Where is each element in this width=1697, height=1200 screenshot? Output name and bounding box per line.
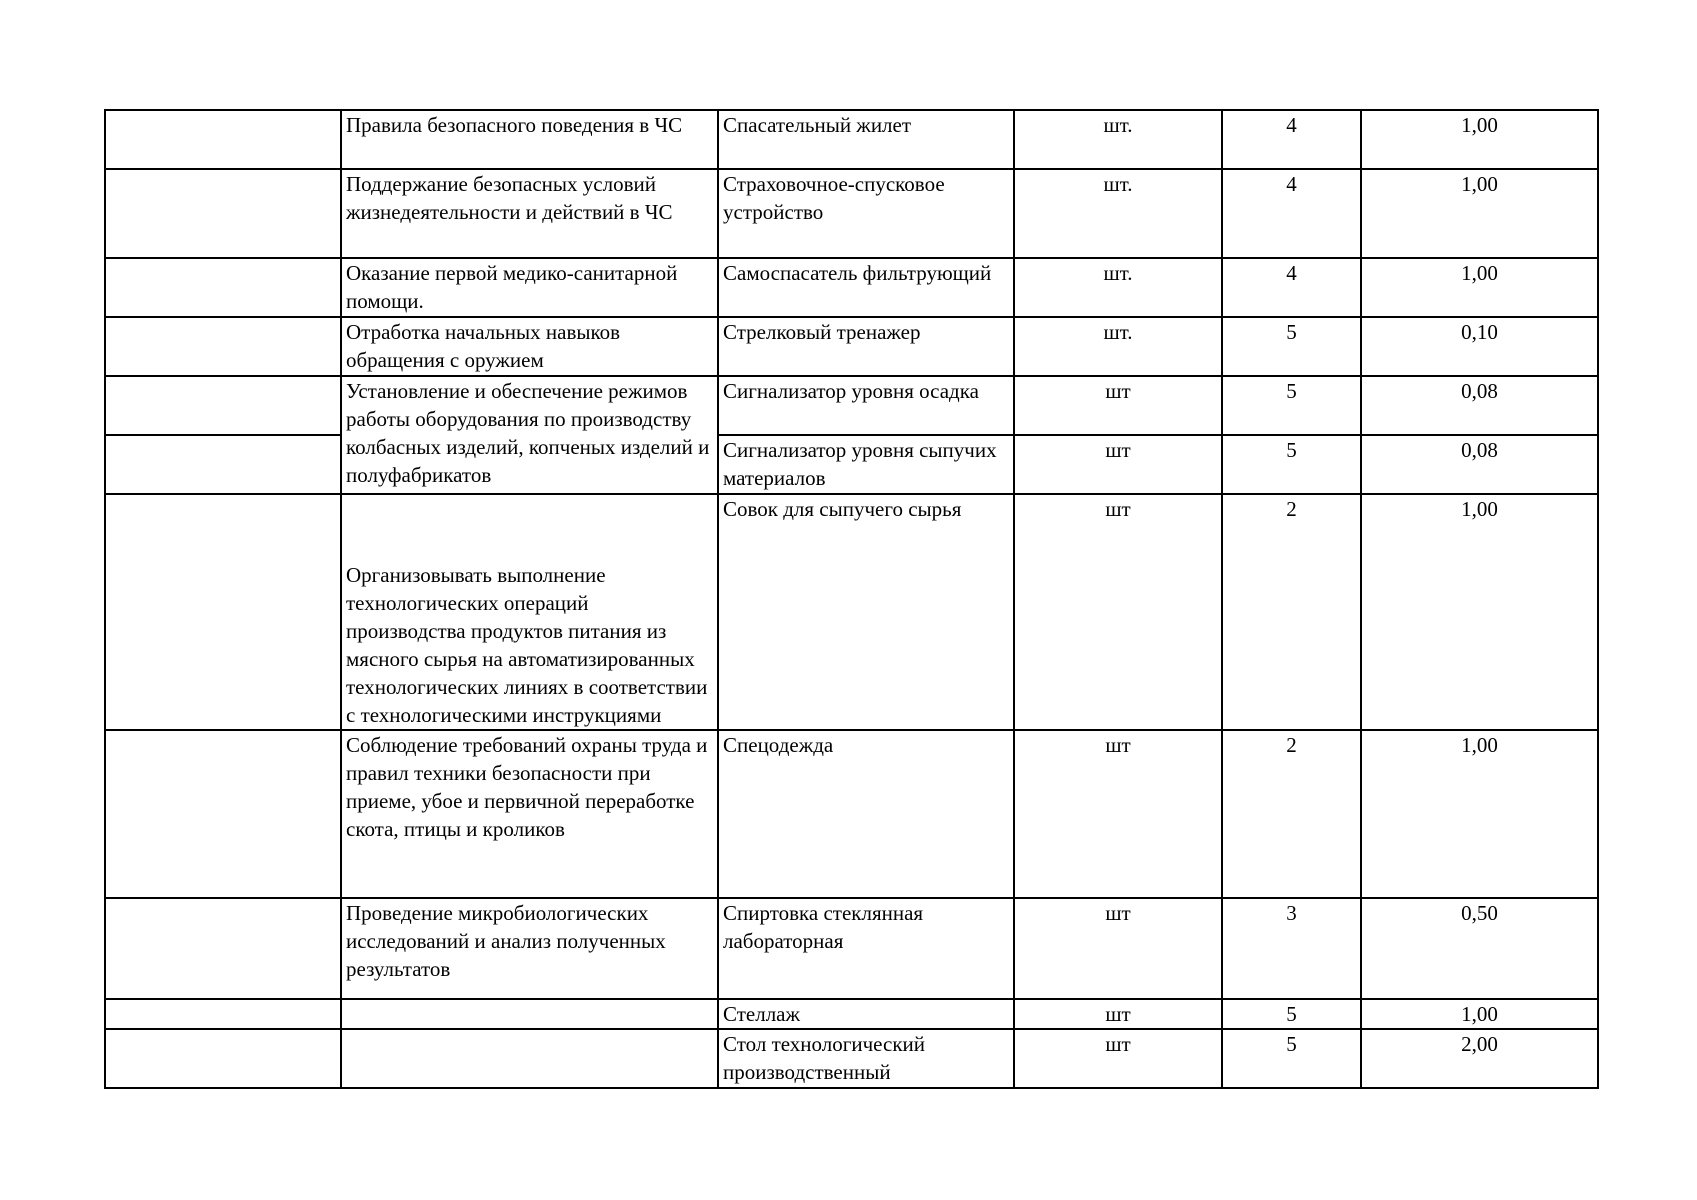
- table-row: [105, 317, 1598, 376]
- norm-cell: 0,08: [1361, 435, 1598, 494]
- norm-cell: 2,00: [1361, 1029, 1598, 1088]
- unit-cell: шт: [1014, 730, 1222, 898]
- row-number-cell: [105, 730, 341, 898]
- subject-cell: Соблюдение требований охраны труда и правил техники безопасности при приеме, убое и первичной переработке скота, птицы и кроликов: [341, 730, 718, 898]
- table-row: [105, 494, 1598, 730]
- unit-cell: шт.: [1014, 317, 1222, 376]
- quantity-cell: 2: [1222, 494, 1361, 730]
- norm-cell: 1,00: [1361, 494, 1598, 730]
- quantity-cell: 5: [1222, 1029, 1361, 1088]
- row-number-cell: [105, 258, 341, 317]
- quantity-cell: 3: [1222, 898, 1361, 999]
- unit-cell: шт.: [1014, 169, 1222, 258]
- subject-cell: Организовывать выполнение технологических операций производства продуктов питания из мясного сырья на автоматизированных технологических линиях в соответствии с технологическими инструкциями: [341, 494, 718, 730]
- item-cell: Спиртовка стеклянная лабораторная: [718, 898, 1014, 999]
- item-cell: Самоспасатель фильтрующий: [718, 258, 1014, 317]
- norm-cell: 0,50: [1361, 898, 1598, 999]
- table-row: [105, 1029, 1598, 1088]
- unit-cell: шт: [1014, 494, 1222, 730]
- table-row: [105, 999, 1598, 1029]
- unit-cell: шт: [1014, 376, 1222, 435]
- unit-cell: шт: [1014, 435, 1222, 494]
- subject-cell: Поддержание безопасных условий жизнедеятельности и действий в ЧС: [341, 169, 718, 258]
- table-row: [105, 169, 1598, 258]
- item-cell: Страховочное-спусковое устройство: [718, 169, 1014, 258]
- row-number-cell: [105, 494, 341, 730]
- subject-cell: [341, 1029, 718, 1088]
- table-row: [105, 258, 1598, 317]
- row-number-cell: [105, 110, 341, 169]
- row-number-cell: [105, 1029, 341, 1088]
- item-cell: Стрелковый тренажер: [718, 317, 1014, 376]
- unit-cell: шт.: [1014, 258, 1222, 317]
- table-row: [105, 898, 1598, 999]
- row-number-cell: [105, 898, 341, 999]
- item-cell: Сигнализатор уровня осадка: [718, 376, 1014, 435]
- item-cell: Спасательный жилет: [718, 110, 1014, 169]
- item-cell: Спецодежда: [718, 730, 1014, 898]
- subject-cell: Отработка начальных навыков обращения с оружием: [341, 317, 718, 376]
- row-number-cell: [105, 317, 341, 376]
- item-cell: Стеллаж: [718, 999, 1014, 1029]
- item-cell: Совок для сыпучего сырья: [718, 494, 1014, 730]
- quantity-cell: 5: [1222, 999, 1361, 1029]
- row-number-cell: [105, 169, 341, 258]
- equipment-table: [104, 109, 1599, 1089]
- quantity-cell: 5: [1222, 435, 1361, 494]
- subject-cell: Проведение микробиологических исследований и анализ полученных результатов: [341, 898, 718, 999]
- norm-cell: 1,00: [1361, 110, 1598, 169]
- quantity-cell: 2: [1222, 730, 1361, 898]
- quantity-cell: 4: [1222, 258, 1361, 317]
- table-row: [105, 376, 1598, 435]
- row-number-cell: [105, 435, 341, 494]
- quantity-cell: 5: [1222, 376, 1361, 435]
- subject-cell: Установление и обеспечение режимов работы оборудования по производству колбасных изделий, копченых изделий и полуфабрикатов: [341, 376, 718, 494]
- norm-cell: 1,00: [1361, 999, 1598, 1029]
- unit-cell: шт.: [1014, 110, 1222, 169]
- item-cell: Стол технологический производственный: [718, 1029, 1014, 1088]
- norm-cell: 1,00: [1361, 258, 1598, 317]
- table-row: [105, 435, 1598, 494]
- item-cell: Сигнализатор уровня сыпучих материалов: [718, 435, 1014, 494]
- table-row: [105, 730, 1598, 898]
- norm-cell: 1,00: [1361, 169, 1598, 258]
- subject-cell: Оказание первой медико-санитарной помощи.: [341, 258, 718, 317]
- unit-cell: шт: [1014, 999, 1222, 1029]
- norm-cell: 0,10: [1361, 317, 1598, 376]
- subject-cell: [341, 999, 718, 1029]
- unit-cell: шт: [1014, 898, 1222, 999]
- unit-cell: шт: [1014, 1029, 1222, 1088]
- quantity-cell: 5: [1222, 317, 1361, 376]
- quantity-cell: 4: [1222, 110, 1361, 169]
- quantity-cell: 4: [1222, 169, 1361, 258]
- row-number-cell: [105, 999, 341, 1029]
- norm-cell: 1,00: [1361, 730, 1598, 898]
- subject-cell: Правила безопасного поведения в ЧС: [341, 110, 718, 169]
- row-number-cell: [105, 376, 341, 435]
- norm-cell: 0,08: [1361, 376, 1598, 435]
- table-row: [105, 110, 1598, 169]
